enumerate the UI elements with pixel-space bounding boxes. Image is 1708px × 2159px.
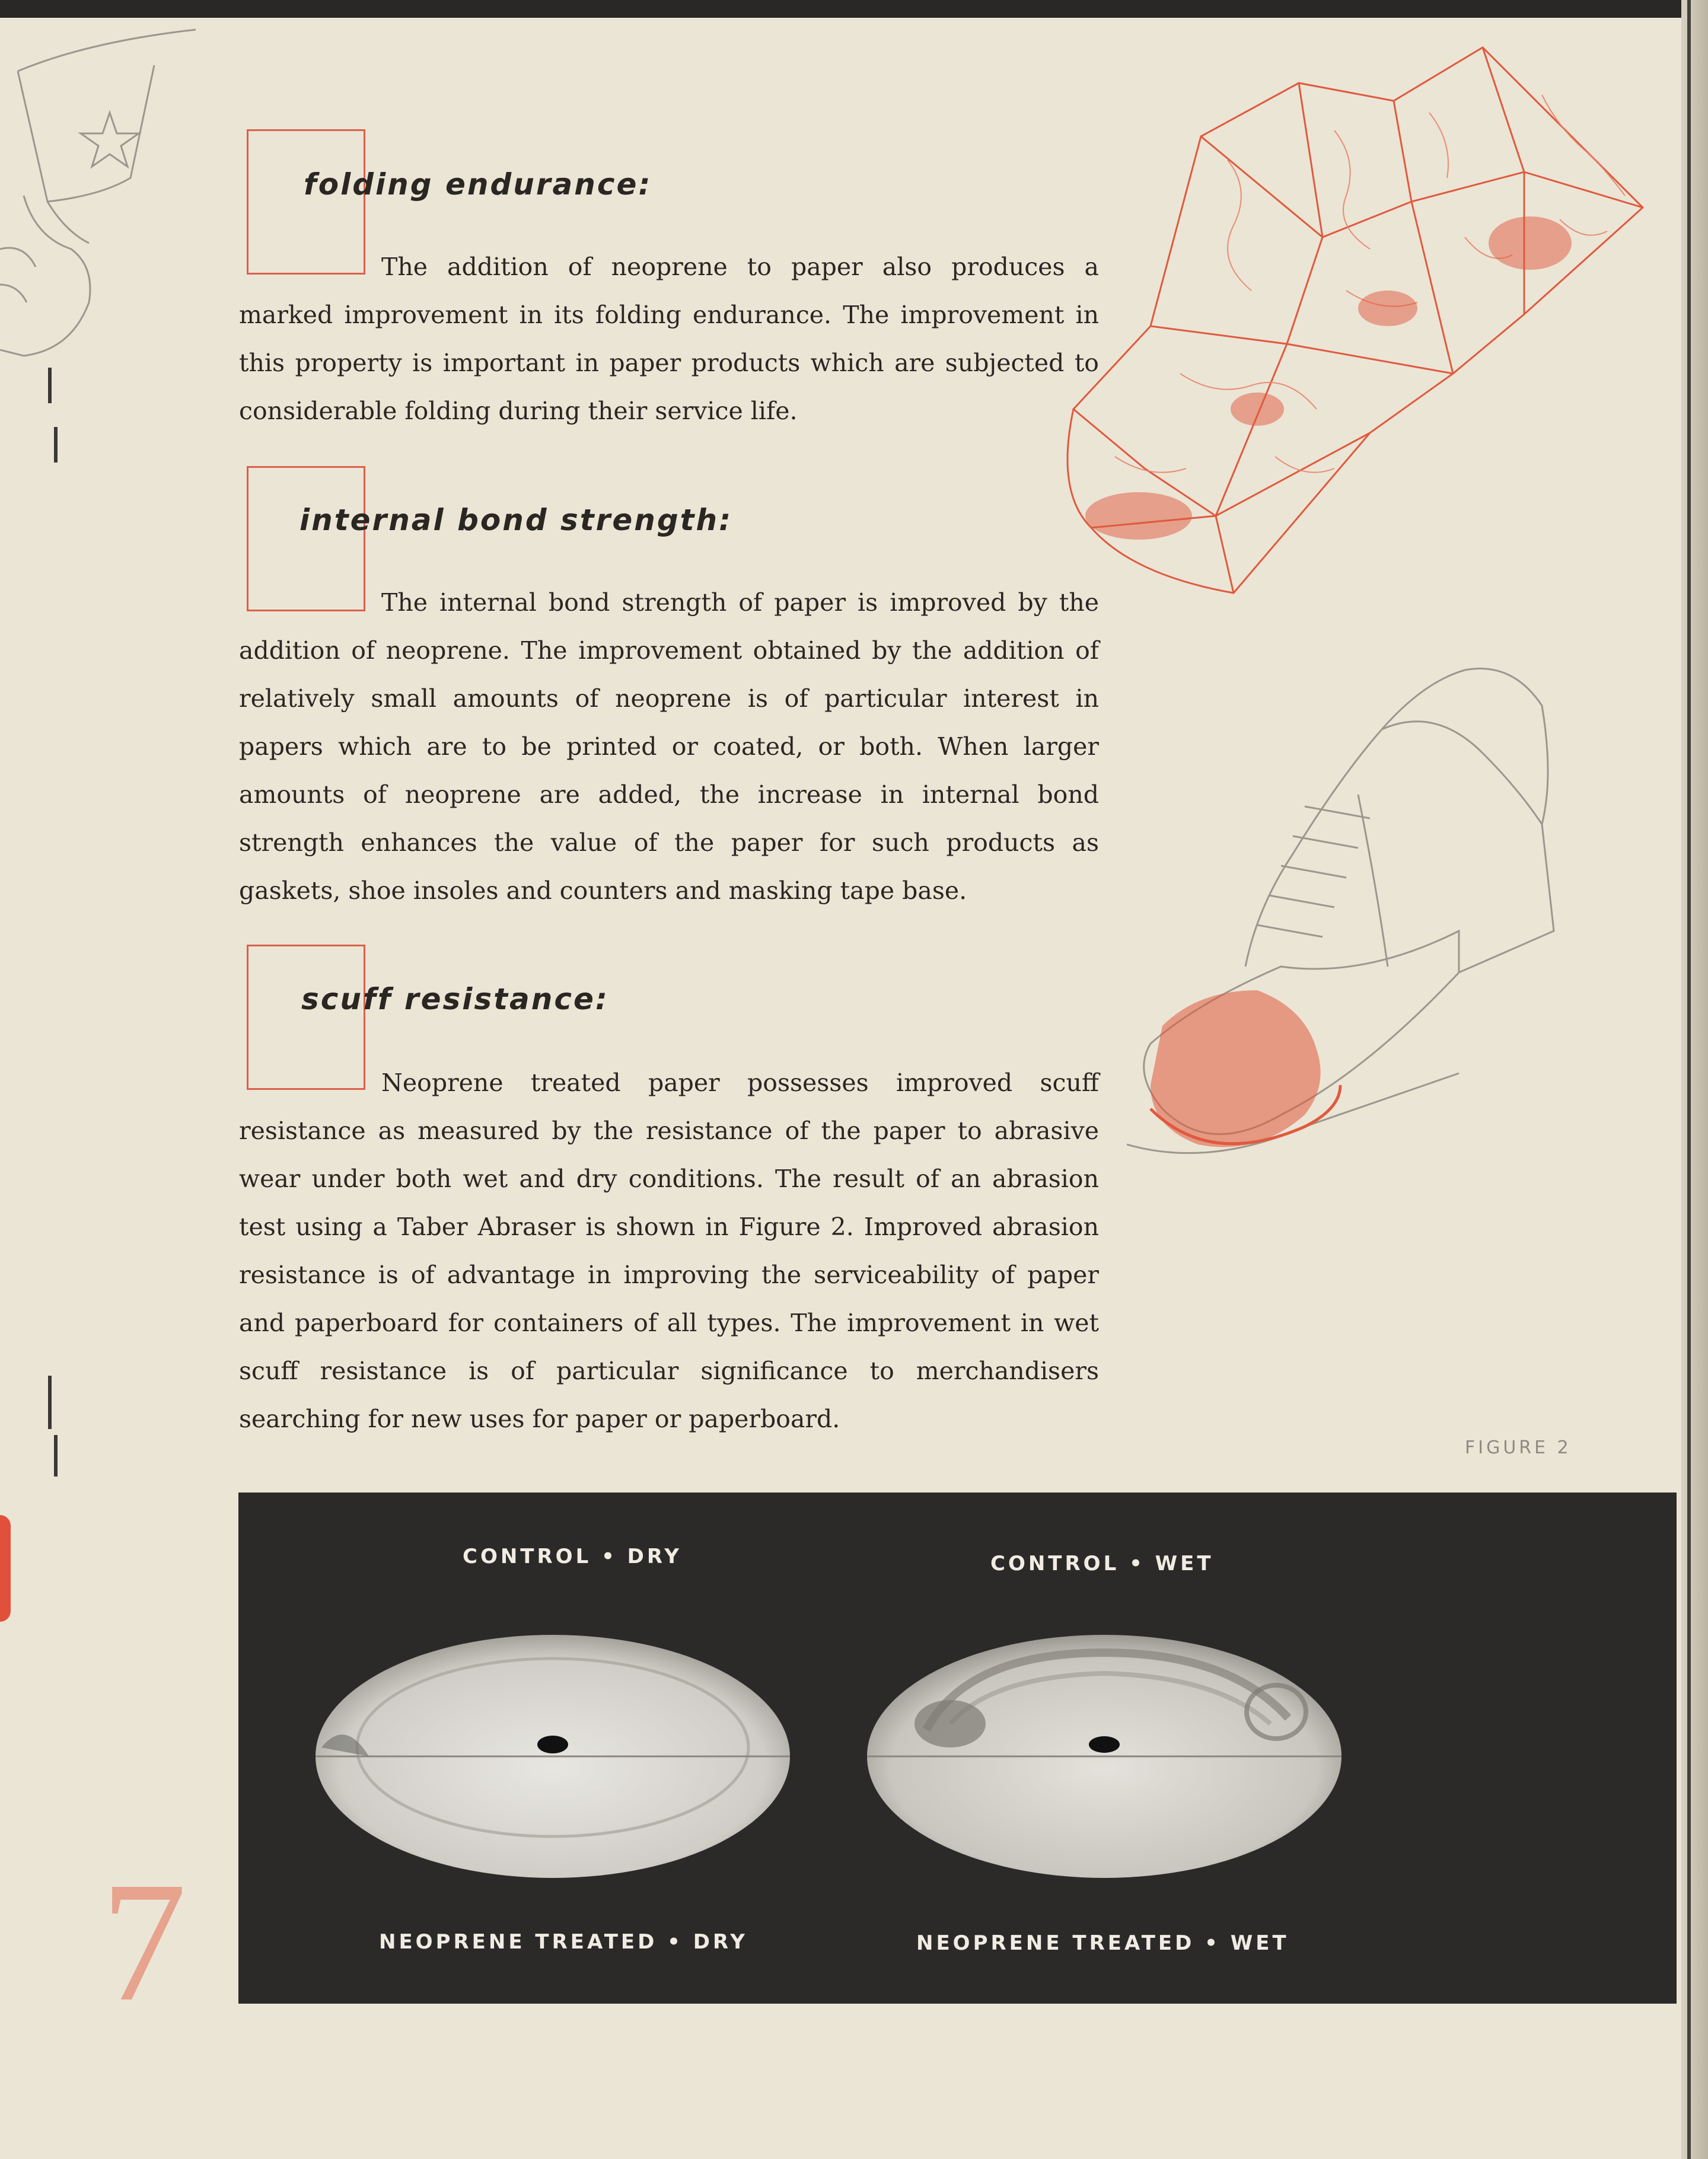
section-body-folding-endurance [239,243,1099,435]
page-binding-edge [1687,0,1691,2159]
shoe-illustration [1127,658,1578,1227]
section-body-text: Neoprene treated paper possesses improved scuff resistance as measured by the resistance of the paper to abrasive wear under both wet and dry conditions. The result of an abrasion test using a Taber Abraser is shown in Figure 2. Improved abrasion resistance is of advantage in improving the serviceability of paper and paperboard for containers of all types. The improvement in wet scuff resistance is of particular significance to merchandisers searching for new uses for paper or paperboard. [239,1069,1099,1433]
section-body-scuff-resistance [239,1059,1099,1443]
page-right-edge [1681,0,1708,2159]
caption-neoprene-treated-dry: NEOPRENE TREATED • DRY [379,1930,748,1954]
figure-label: FIGURE 2 [1465,1437,1572,1458]
folded-map-illustration [1038,42,1649,611]
cover-edge-red [0,1515,11,1622]
caption-control-wet: CONTROL • WET [990,1552,1214,1576]
star-icon [81,113,139,167]
section-body-text: The internal bond strength of paper is improved by the addition of neoprene. The improvement obtained by the addition of relatively small amounts of neoprene is of particular interest in papers which are to be printed or coated, or both. When larger amounts of neoprene are added, the increase in internal bond strength enhances the value of the paper for such products as gaskets, shoe insoles and counters and masking tape base. [239,588,1099,905]
section-heading-scuff-resistance: scuff resistance: [301,982,609,1016]
caption-control-dry: CONTROL • DRY [463,1545,682,1568]
section-heading-folding-endurance: folding endurance: [304,167,652,202]
caption-neoprene-treated-wet: NEOPRENE TREATED • WET [916,1931,1289,1955]
section-body-internal-bond-strength [239,579,1099,915]
figure-2-photo-panel [238,1493,1677,2004]
hand-sketch-illustration [0,18,214,374]
test-disc-wet [861,1629,1347,1890]
section-heading-internal-bond-strength: internal bond strength: [299,503,733,537]
test-disc-dry [310,1629,796,1890]
staple-marks [42,368,65,1494]
page-number: 7 [101,1847,187,2037]
page-top-edge [0,0,1708,18]
section-body-text: The addition of neoprene to paper also produces a marked improvement in its folding endurance. The improvement in this property is important in paper products which are subjected to considerable folding during their service life. [239,253,1099,425]
